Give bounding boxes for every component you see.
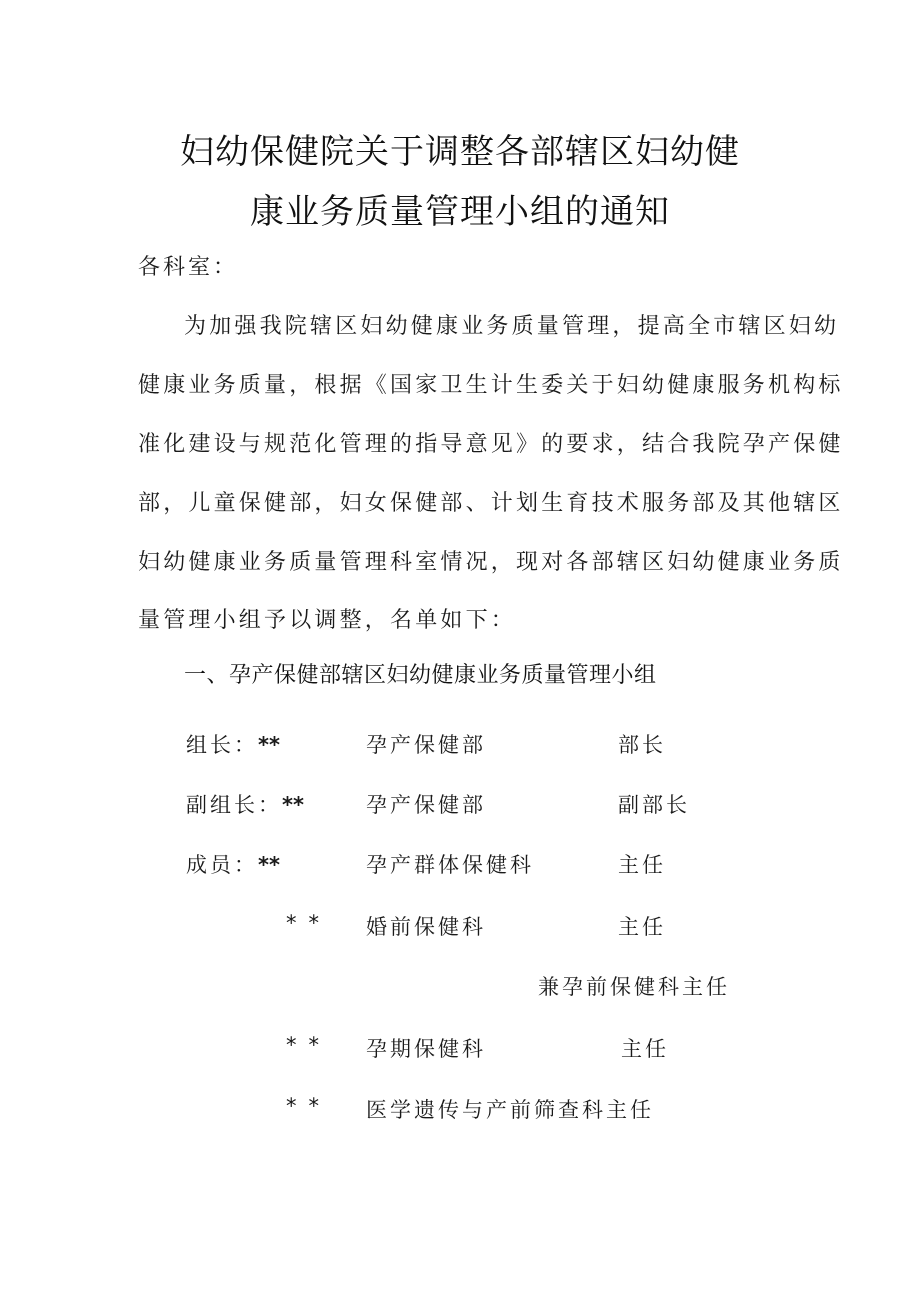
document-title-line-1: 妇幼保健院关于调整各部辖区妇幼健	[180, 132, 740, 172]
roster-position: 部长	[618, 733, 666, 757]
roster-position: 主任	[618, 915, 666, 939]
roster-name: **	[286, 1033, 331, 1057]
roster-dept: 医学遗传与产前筛查科主任	[366, 1098, 654, 1122]
roster-name: **	[258, 733, 280, 757]
roster-dept: 孕期保健科	[366, 1037, 486, 1061]
roster-position: 主任	[618, 853, 666, 877]
roster-position: 副部长	[618, 793, 690, 817]
section-heading: 一、孕产保健部辖区妇幼健康业务质量管理小组	[184, 663, 657, 688]
roster-role-label: 副组长：	[186, 793, 282, 817]
roster-name: **	[282, 793, 304, 817]
roster-role	[186, 729, 280, 759]
paragraph-line: 妇幼健康业务质量管理科室情况，现对各部辖区妇幼健康业务质	[138, 550, 844, 575]
paragraph-line: 量管理小组予以调整，名单如下：	[138, 608, 517, 633]
roster-position-continuation: 兼孕前保健科主任	[538, 975, 730, 999]
roster-dept: 婚前保健科	[366, 915, 486, 939]
roster-name: **	[286, 911, 331, 935]
roster-role-label: 组长：	[186, 733, 258, 757]
roster-role	[186, 849, 280, 879]
roster-name: **	[258, 853, 280, 877]
roster-name: **	[286, 1094, 331, 1118]
roster-dept: 孕产群体保健科	[366, 853, 534, 877]
roster-dept: 孕产保健部	[366, 793, 486, 817]
roster-position: 主任	[621, 1037, 669, 1061]
paragraph-line: 准化建设与规范化管理的指导意见》的要求，结合我院孕产保健	[138, 432, 844, 457]
paragraph-line: 健康业务质量，根据《国家卫生计生委关于妇幼健康服务机构标	[138, 373, 844, 398]
roster-role	[186, 789, 304, 819]
paragraph-line: 为加强我院辖区妇幼健康业务质量管理，提高全市辖区妇幼	[184, 314, 840, 339]
salutation: 各科室：	[138, 255, 239, 280]
paragraph-line: 部，儿童保健部，妇女保健部、计划生育技术服务部及其他辖区	[138, 491, 844, 516]
roster-dept: 孕产保健部	[366, 733, 486, 757]
document-title-line-2: 康业务质量管理小组的通知	[250, 192, 670, 232]
roster-role-label: 成员：	[186, 853, 258, 877]
